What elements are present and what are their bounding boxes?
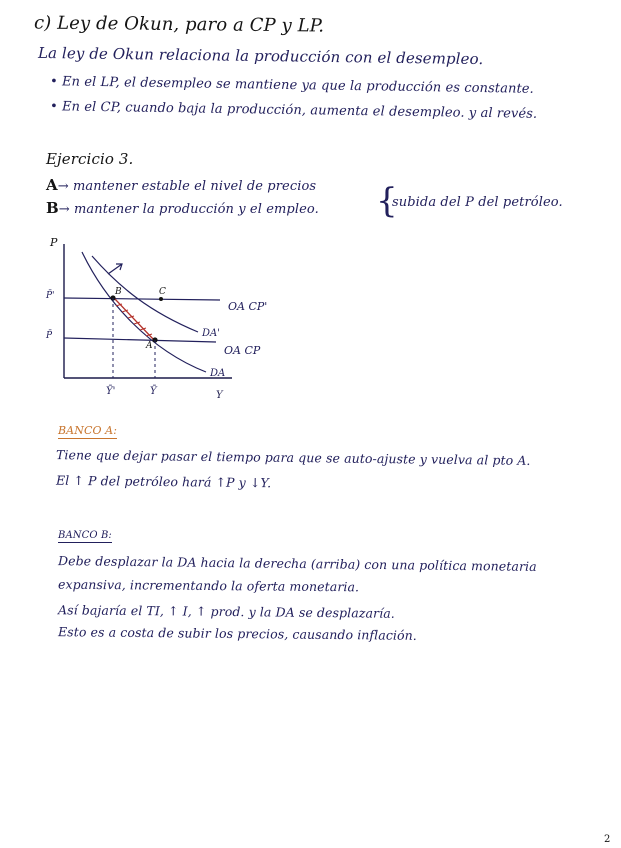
oa-cp-label: OA CP bbox=[224, 344, 261, 357]
point-c-dot bbox=[159, 297, 163, 301]
banco-b-line-3: Así bajaría el TI, ↑ I, ↑ prod. y la DA se desplazaría. bbox=[57, 602, 395, 621]
da-label: DA bbox=[210, 368, 226, 379]
banco-b-line-1: Debe desplazar la DA hacia la derecha (arriba) con una política monetaria bbox=[57, 553, 537, 574]
p-prime-label: P̄' bbox=[46, 291, 55, 301]
banco-a-heading: BANCO A: bbox=[58, 424, 118, 437]
y-prime-label: Ȳ' bbox=[106, 386, 116, 397]
exercise-title: Ejercicio 3. bbox=[46, 150, 134, 168]
option-a-text: → mantener estable el nivel de precios bbox=[57, 179, 317, 194]
point-c-label: C bbox=[159, 287, 166, 297]
banco-a-line-2: El ↑ P del petróleo hará ↑P y ↓Y. bbox=[55, 472, 272, 491]
banco-b-line-2: expansiva, incrementando la oferta monetaria. bbox=[57, 576, 360, 595]
okun-heading: c) Ley de Okun, paro a CP y LP. bbox=[33, 12, 325, 37]
y-axis-label: P bbox=[50, 236, 58, 249]
option-b bbox=[46, 198, 319, 217]
oa-cp-line bbox=[64, 338, 216, 342]
oa-cp-prime-label: OA CP' bbox=[228, 300, 268, 313]
y-bar-label: Ȳ bbox=[150, 386, 157, 397]
option-a bbox=[46, 175, 316, 194]
banco-b-line-4: Esto es a costa de subir los precios, causando inflación. bbox=[57, 624, 417, 643]
brace-note: subida del P del petróleo. bbox=[392, 195, 563, 210]
okun-bullet-cp: • En el CP, cuando baja la producción, aumenta el desempleo. y al revés. bbox=[49, 99, 538, 122]
x-axis-label: Y bbox=[216, 390, 223, 401]
option-b-text: → mantener la producción y el empleo. bbox=[58, 202, 319, 217]
page-number: 2 bbox=[604, 834, 611, 845]
option-a-letter: A bbox=[46, 176, 58, 194]
banco-b-heading: BANCO B: bbox=[58, 530, 112, 541]
as-ad-diagram bbox=[40, 232, 300, 404]
okun-bullet-lp: • En el LP, el desempleo se mantiene ya que la producción es constante. bbox=[49, 74, 534, 97]
okun-intro: La ley de Okun relaciona la producción con el desempleo. bbox=[37, 43, 484, 69]
brace-icon: { bbox=[376, 181, 398, 221]
movement-hatch bbox=[116, 304, 152, 336]
point-b-label: B bbox=[115, 287, 122, 297]
da-curve bbox=[82, 252, 206, 372]
option-b-letter: B bbox=[46, 199, 59, 217]
oa-cp-prime-line bbox=[64, 298, 220, 300]
banco-a-line-1: Tiene que dejar pasar el tiempo para que se auto-ajuste y vuelva al pto A. bbox=[55, 447, 531, 468]
da-prime-label: DA' bbox=[202, 328, 220, 339]
point-a-label: A bbox=[146, 341, 153, 351]
p-bar-label: P̄ bbox=[46, 331, 53, 341]
